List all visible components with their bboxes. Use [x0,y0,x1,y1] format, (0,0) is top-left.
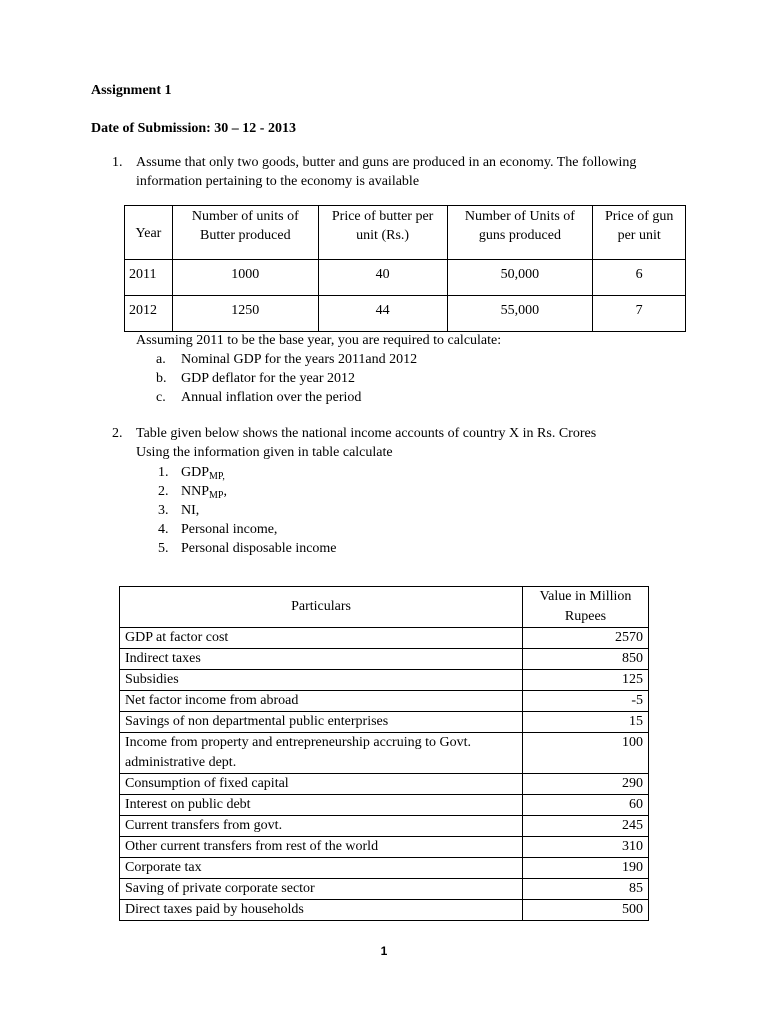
header-cell: Price of gun per unit [593,206,686,260]
list-marker: 3. [158,503,169,518]
list-text: GDP deflator for the year 2012 [181,371,356,386]
table-row [120,691,649,712]
table-cell: 2012 [125,296,173,332]
national-income-rows [120,628,649,921]
value-cell: 100 [523,733,649,774]
header-cell: Year [125,206,173,260]
particular-cell: Direct taxes paid by households [120,900,523,921]
table-row [120,900,649,921]
table-row [125,260,686,296]
value-cell: 290 [523,774,649,795]
table-row [120,628,649,649]
value-cell: 310 [523,837,649,858]
production-table [124,205,686,332]
header-value: Value in Million Rupees [523,587,649,628]
table-header-row [120,587,649,628]
table-row [120,774,649,795]
table-cell: 44 [318,296,447,332]
list-text: Personal income, [181,522,278,537]
particular-cell: Current transfers from govt. [120,816,523,837]
table-row [120,837,649,858]
question-2-line-2: Using the information given in table calculate [136,445,393,460]
gdp-text: GDP [181,465,210,480]
table-cell: 40 [318,260,447,296]
particular-cell: Income from property and entrepreneurship accruing to Govt. administrative dept. [120,733,523,774]
value-cell: 245 [523,816,649,837]
table-row [120,858,649,879]
list-marker: 2. [158,484,169,499]
table-row [125,296,686,332]
value-cell: 850 [523,649,649,670]
list-marker: 1. [158,465,169,480]
question-2-line-1: Table given below shows the national income accounts of country X in Rs. Crores [136,426,597,441]
question-1-text: Assume that only two goods, butter and guns are produced in an economy. The following information pertaining to the economy is available [136,155,637,189]
table-cell: 1000 [172,260,318,296]
value-cell: 190 [523,858,649,879]
particular-cell: Subsidies [120,670,523,691]
table-row [120,733,649,774]
particular-cell: GDP at factor cost [120,628,523,649]
list-marker: c. [156,390,166,405]
assignment-title: Assignment 1 [91,83,172,98]
particular-cell: Interest on public debt [120,795,523,816]
particular-cell: Indirect taxes [120,649,523,670]
value-cell: 125 [523,670,649,691]
list-text: Personal disposable income [181,541,337,556]
table-cell: 6 [593,260,686,296]
gdp-subscript: MP, [209,471,225,482]
particular-cell: Savings of non departmental public enterprises [120,712,523,733]
value-cell: 15 [523,712,649,733]
particular-cell: Other current transfers from rest of the world [120,837,523,858]
national-income-table [119,586,649,921]
list-marker: b. [156,371,167,386]
table-row [120,670,649,691]
value-cell: -5 [523,691,649,712]
table-header-row [125,206,686,260]
list-text [181,482,227,501]
particular-cell: Net factor income from abroad [120,691,523,712]
list-text: Annual inflation over the period [181,390,362,405]
table-cell: 1250 [172,296,318,332]
header-cell: Number of Units of guns produced [447,206,593,260]
table-row [120,795,649,816]
table-cell: 55,000 [447,296,593,332]
table-row [120,816,649,837]
particular-cell: Saving of private corporate sector [120,879,523,900]
table-row [120,879,649,900]
q1-instruction: Assuming 2011 to be the base year, you are required to calculate: [136,333,502,348]
list-marker: 5. [158,541,169,556]
nnp-subscript: MP [209,490,224,501]
question-2-number: 2. [112,426,123,441]
particular-cell: Corporate tax [120,858,523,879]
particular-cell: Consumption of fixed capital [120,774,523,795]
list-marker: 4. [158,522,169,537]
value-cell: 85 [523,879,649,900]
list-text: Nominal GDP for the years 2011and 2012 [181,352,418,367]
nnp-text: NNP [181,484,210,499]
list-marker: a. [156,352,166,367]
table-row [120,649,649,670]
question-1-number: 1. [112,155,123,170]
header-cell: Number of units of Butter produced [172,206,318,260]
list-text: NI, [181,503,200,518]
value-cell: 2570 [523,628,649,649]
list-text [181,463,225,482]
table-cell: 50,000 [447,260,593,296]
table-row [120,712,649,733]
nnp-comma: , [223,484,227,499]
value-cell: 500 [523,900,649,921]
header-cell: Price of butter per unit (Rs.) [318,206,447,260]
page-number: 1 [380,944,388,958]
table-cell: 7 [593,296,686,332]
value-cell: 60 [523,795,649,816]
table-cell: 2011 [125,260,173,296]
header-particulars: Particulars [120,587,523,628]
submission-date: Date of Submission: 30 – 12 - 2013 [91,121,296,136]
